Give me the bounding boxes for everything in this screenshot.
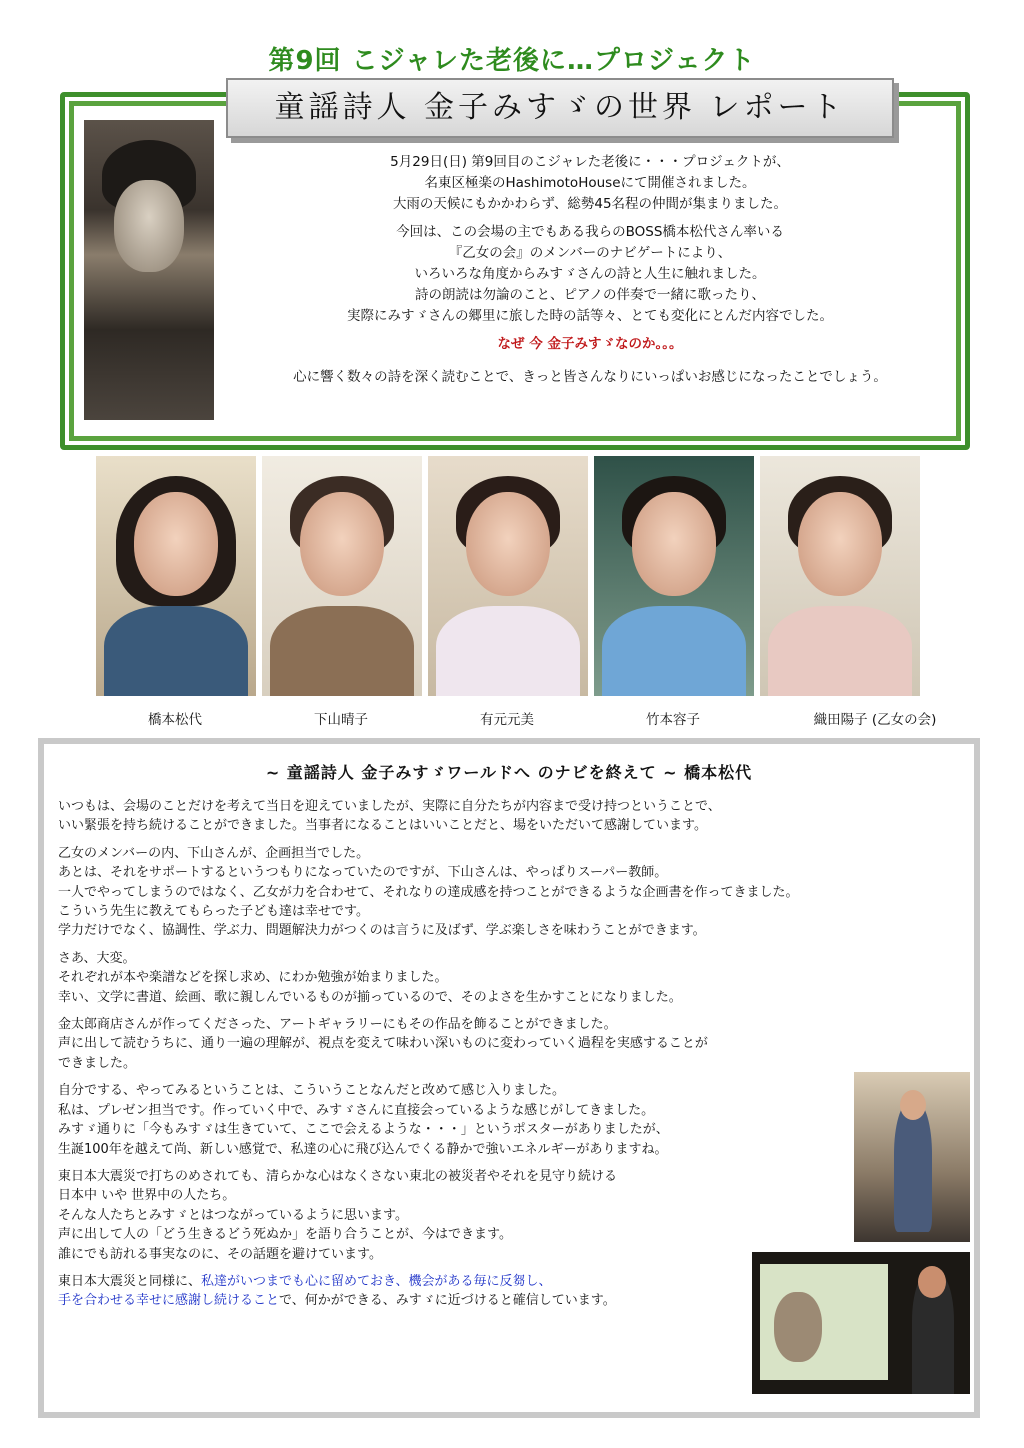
essay-body bbox=[58, 797, 958, 1319]
intro-closing: 心に響く数々の詩を深く読むことで、きっと皆さんなりにいっぱいお感じになったことでしょう。 bbox=[293, 369, 887, 385]
presentation-photo-screen bbox=[752, 1252, 970, 1394]
essay-line: あとは、それをサポートするというつもりになっていたのですが、下山さんは、やっぱりスーパー教師。 bbox=[58, 865, 668, 881]
essay-line: 学力だけでなく、協調性、学ぶ力、問題解決力がつくのは言うに及ばず、学ぶ楽しさを味わうことができます。 bbox=[58, 923, 706, 939]
kaneko-misuzu-portrait bbox=[84, 120, 214, 420]
member-photo-oda bbox=[760, 456, 920, 696]
essay-line: 東日本大震災と同様に、 bbox=[58, 1273, 202, 1289]
essay-title: ~ 童謡詩人 金子みすゞワールドへ のナビを終えて ~ 橋本松代 bbox=[265, 763, 753, 782]
intro-line: 大雨の天候にもかかわらず、総勢45名程の仲間が集まりました。 bbox=[392, 196, 788, 212]
intro-line: 実際にみすゞさんの郷里に旅した時の話等々、とても変化にとんだ内容でした。 bbox=[347, 308, 833, 324]
essay-line: 声に出して読むうちに、通り一遍の理解が、視点を変えて味わい深いものに変わっていく過程を実感することが bbox=[58, 1036, 708, 1052]
member-photo-arimoto bbox=[428, 456, 588, 696]
presentation-photo-speaker bbox=[854, 1072, 970, 1242]
essay-line: 幸い、文学に書道、絵画、歌に親しんでいるものが揃っているので、そのよさを生かすことになりました。 bbox=[58, 989, 682, 1005]
essay-line: 自分でする、やってみるということは、こういうことなんだと改めて感じ入りました。 bbox=[58, 1083, 566, 1099]
member-photo-takemoto bbox=[594, 456, 754, 696]
essay-line: さあ、大変。 bbox=[58, 950, 136, 966]
essay-line: 金太郎商店さんが作ってくださった、アートギャラリーにもその作品を飾ることができました。 bbox=[58, 1017, 617, 1033]
intro-line: 5月29日(日) 第9回目のこジャレた老後に・・・プロジェクトが、 bbox=[390, 154, 790, 170]
essay-emphasis: 私達がいつまでも心に留めておき、機会がある毎に反芻し、 bbox=[201, 1273, 552, 1289]
intro-line: いろいろな角度からみすゞさんの詩と人生に触れました。 bbox=[414, 266, 766, 282]
member-caption: 竹本容子 bbox=[646, 712, 700, 728]
essay-line: で、何かができる、みすゞに近づけると確信しています。 bbox=[279, 1293, 616, 1309]
essay-line: 乙女のメンバーの内、下山さんが、企画担当でした。 bbox=[58, 845, 370, 861]
essay-line: そんな人たちとみすゞとはつながっているように思います。 bbox=[58, 1207, 408, 1223]
member-photo-shimoyama bbox=[262, 456, 422, 696]
essay-line: それぞれが本や楽譜などを探し求め、にわか勉強が始まりました。 bbox=[58, 970, 448, 986]
essay-line: 声に出して人の「どう生きるどう死ぬか」を語り合うことが、今はできます。 bbox=[58, 1227, 512, 1243]
project-title: 第9回 こジャレた老後に…プロジェクト bbox=[268, 46, 756, 76]
essay-line: いい緊張を持ち続けることができました。当事者になることはいいことだと、場をいただいて感謝しています。 bbox=[58, 818, 707, 834]
intro-highlight: なぜ 今 金子みすゞなのか。。。 bbox=[497, 336, 683, 352]
intro-line: 詩の朗読は勿論のこと、ピアノの伴奏で一緒に歌ったり、 bbox=[415, 287, 765, 303]
member-photos bbox=[96, 456, 888, 696]
intro-line: 名東区極楽のHashimotoHouseにて開催されました。 bbox=[424, 175, 756, 191]
essay-emphasis: 手を合わせる幸せに感謝し続けること bbox=[58, 1293, 280, 1309]
essay-line: 日本中 いや 世界中の人たち。 bbox=[58, 1188, 236, 1204]
intro-line: 今回は、この会場の主でもある我らのBOSS橋本松代さん率いる bbox=[396, 224, 784, 240]
intro-line: 『乙女の会』のメンバーのナビゲートにより、 bbox=[448, 245, 732, 261]
member-caption: 橋本松代 bbox=[148, 712, 202, 728]
member-caption: 有元元美 bbox=[480, 712, 534, 728]
essay-line: いつもは、会場のことだけを考えて当日を迎えていましたが、実際に自分たちが内容まで受け持つということで、 bbox=[58, 799, 721, 814]
essay-line: こういう先生に教えてもらった子ども達は幸せです。 bbox=[58, 904, 369, 920]
essay-line: 一人でやってしまうのではなく、乙女が力を合わせて、それなりの達成感を持つことができるような企画書を作ってきました。 bbox=[58, 884, 799, 900]
essay-line: できました。 bbox=[58, 1055, 137, 1071]
member-caption: 織田陽子 (乙女の会) bbox=[813, 712, 937, 728]
portrait-face bbox=[114, 180, 184, 272]
essay-line: みすゞ通りに「今もみすゞは生きていて、ここで会えるような・・・」というポスターがありましたが、 bbox=[58, 1122, 669, 1138]
essay-line: 私は、プレゼン担当です。作っていく中で、みすゞさんに直接会っているような感じがしてきました。 bbox=[58, 1102, 655, 1118]
member-caption: 下山晴子 bbox=[314, 712, 368, 728]
essay-line: 東日本大震災で打ちのめされても、清らかな心はなくさない東北の被災者やそれを見守り続ける bbox=[58, 1168, 618, 1184]
essay-line: 誰にでも訪れる事実なのに、その話題を避けています。 bbox=[58, 1246, 382, 1262]
member-photo-hashimoto bbox=[96, 456, 256, 696]
intro-text bbox=[230, 152, 950, 395]
essay-line: 生誕100年を越えて尚、新しい感覚で、私達の心に飛び込んでくる静かで強いエネルギーがありますね。 bbox=[58, 1141, 668, 1157]
banner-title: 童謡詩人 金子みすゞの世界 レポート bbox=[226, 78, 894, 138]
